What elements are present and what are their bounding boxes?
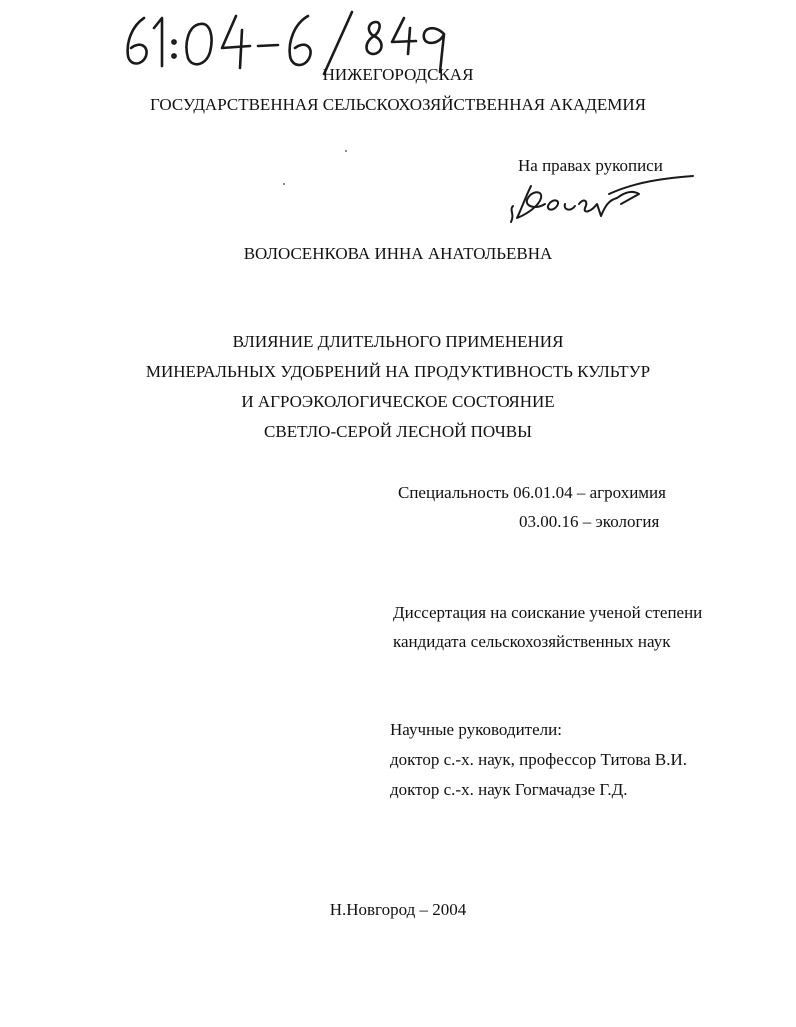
city-year: Н.Новгород – 2004 xyxy=(329,900,467,919)
title-line-2: МИНЕРАЛЬНЫХ УДОБРЕНИЙ НА ПРОДУКТИВНОСТЬ КУЛЬТУР xyxy=(145,362,651,381)
manuscript-rights-note: На правах рукописи xyxy=(518,156,663,175)
scan-speck xyxy=(283,183,285,185)
academy-name-line2: ГОСУДАРСТВЕННАЯ СЕЛЬСКОХОЗЯЙСТВЕННАЯ АКАДЕМИЯ xyxy=(150,95,646,114)
signature-text: Волос xyxy=(505,170,508,171)
specialty-line2: 03.00.16 – экология xyxy=(519,512,660,531)
title-line-3: И АГРОЭКОЛОГИЧЕСКОЕ СОСТОЯНИЕ xyxy=(241,392,555,411)
advisors-heading: Научные руководители: xyxy=(390,720,562,739)
advisor-item: доктор с.-х. наук, профессор Титова В.И. xyxy=(390,750,688,769)
academy-name-line1: НИЖЕГОРОДСКАЯ xyxy=(322,65,474,84)
author-name: ВОЛОСЕНКОВА ИННА АНАТОЛЬЕВНА xyxy=(243,244,553,263)
title-line-4: СВЕТЛО-СЕРОЙ ЛЕСНОЙ ПОЧВЫ xyxy=(264,422,532,441)
author-signature xyxy=(505,170,705,226)
dissertation-line1: Диссертация на соискание ученой степени xyxy=(393,603,703,622)
specialty-line1: Специальность 06.01.04 – агрохимия xyxy=(398,483,666,502)
scan-speck xyxy=(345,150,347,152)
advisor-item: доктор с.-х. наук Гогмачадзе Г.Д. xyxy=(390,780,628,799)
title-line-1: ВЛИЯНИЕ ДЛИТЕЛЬНОГО ПРИМЕНЕНИЯ xyxy=(232,332,564,351)
dissertation-line2: кандидата сельскохозяйственных наук xyxy=(393,632,671,651)
